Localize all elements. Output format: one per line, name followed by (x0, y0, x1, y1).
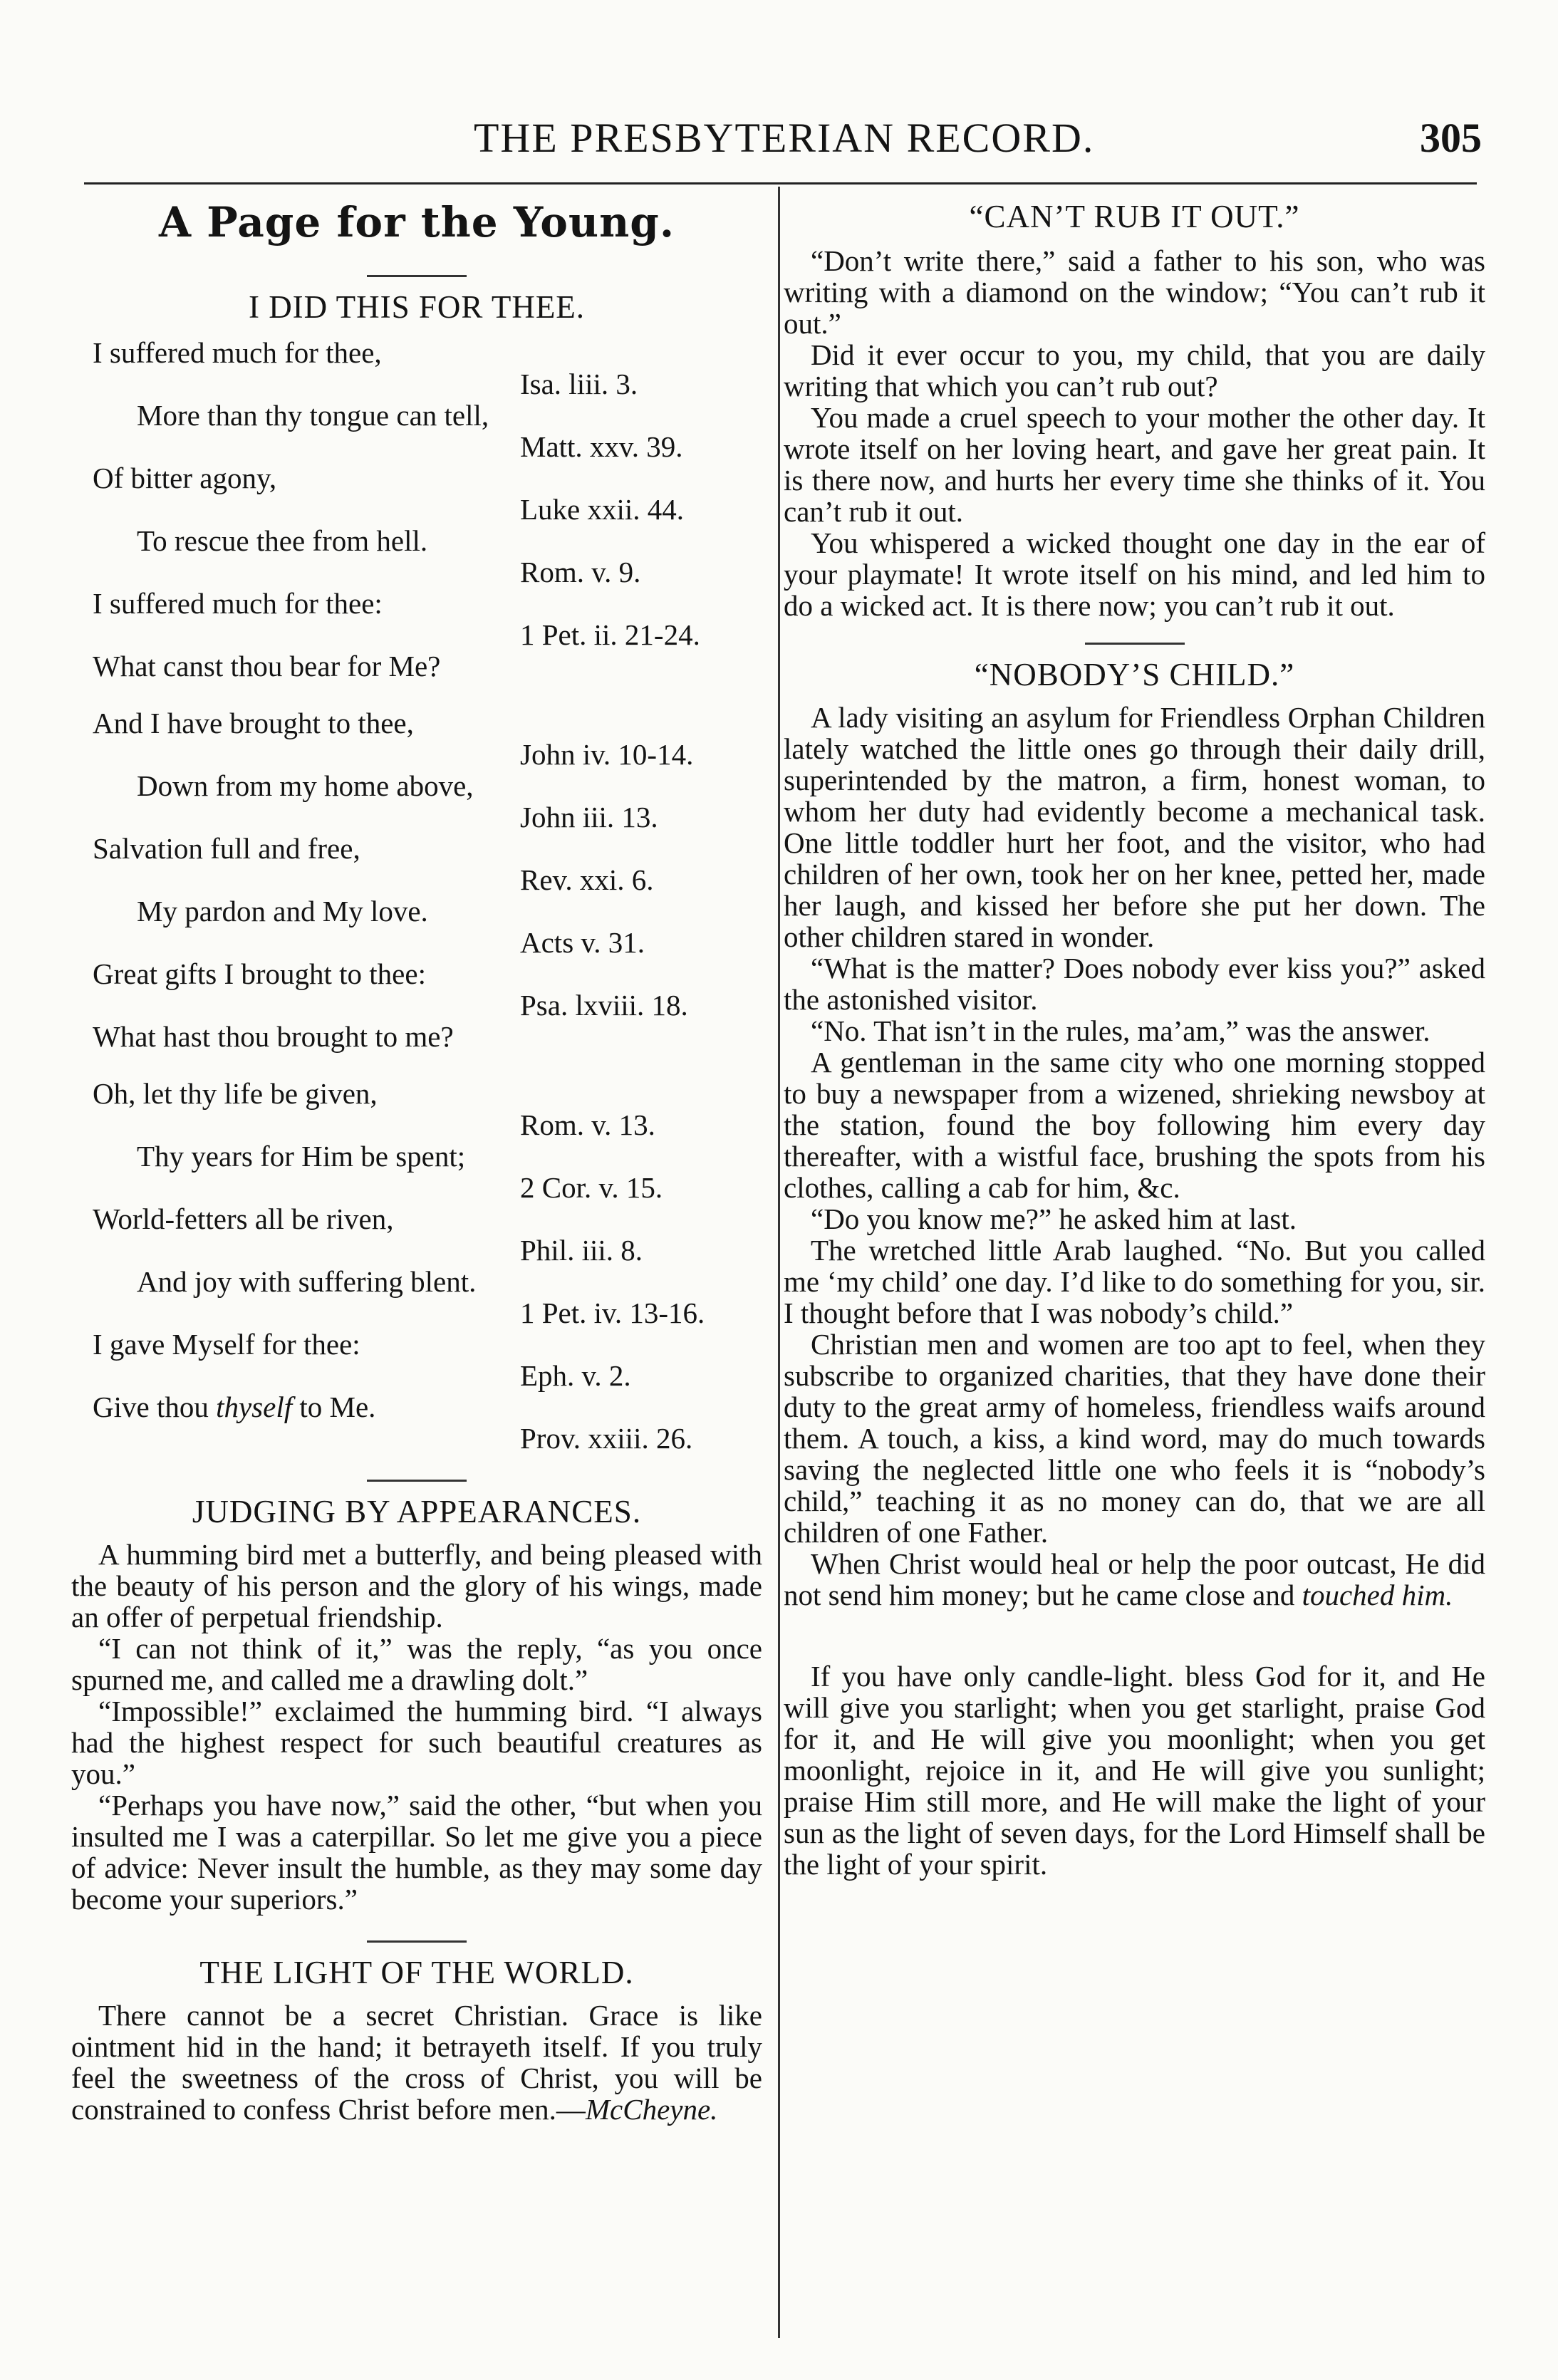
cant-rub-title: “CAN’T RUB IT OUT.” (969, 199, 1300, 234)
paragraph (71, 2000, 762, 2125)
scripture-reference: 1 Pet. iv. 13-16. (520, 1296, 705, 1329)
paragraph: “What is the matter? Does nobody ever kiss you?” asked the astonished visitor. (784, 952, 1485, 1016)
poem-line: Of bitter agony, (93, 462, 277, 494)
stanza-gap (71, 1052, 762, 1078)
scripture-reference: Phil. iii. 8. (520, 1234, 643, 1267)
paragraph: “Impossible!” exclaimed the humming bird. “I always had the highest respect for such beautiful creatures as you.” (71, 1695, 762, 1790)
poem-line: I gave Myself for thee: (93, 1328, 360, 1361)
scripture-reference: Prov. xxiii. 26. (520, 1422, 693, 1455)
paragraph: A lady visiting an asylum for Friendless Orphan Children lately watched the little ones go through their daily drill, superintended by the matron, a firm, honest woman, to whom her duty had evidently become a mechanical task. One little toddler hurt her foot, and the visitor, who had children of her own, took her on her knee, petted her, made her laugh, and kissed her before she put her down. The other children stared in wonder. (784, 701, 1485, 953)
left-column (71, 198, 762, 2125)
poem-line: And I have brought to thee, (93, 707, 414, 739)
touched-him: touched him. (1302, 1579, 1453, 1611)
short-rule (1085, 643, 1185, 645)
header-rule (84, 182, 1477, 185)
judging-title: JUDGING BY APPEARANCES. (192, 1494, 642, 1529)
poem-line: What canst thou bear for Me? (93, 650, 441, 682)
section-title: A Page for the Young. (158, 198, 675, 246)
author: McCheyne. (585, 2093, 718, 2126)
scripture-reference: Eph. v. 2. (520, 1359, 631, 1392)
scripture-reference: Rev. xxi. 6. (520, 863, 654, 896)
scripture-reference: John iii. 13. (520, 801, 658, 833)
scripture-reference: Luke xxii. 44. (520, 493, 685, 526)
nobody-title: “NOBODY’S CHILD.” (974, 657, 1295, 692)
paragraph: A gentleman in the same city who one morning stopped to buy a newspaper from a wizened, shrieking newsboy at the station, found the boy following him every day thereafter, with a wistful face, brushing the spots from his clothes, calling a cab for him, &c. (784, 1046, 1485, 1204)
stanza-gap (71, 682, 762, 707)
poem-line: Great gifts I brought to thee: (93, 957, 426, 990)
poem (71, 337, 762, 1454)
poem-line: Salvation full and free, (93, 832, 360, 865)
candle-paragraph: If you have only candle-light. bless God for it, and He will give you starlight; when you get starlight, praise God for it, and He will give you moonlight; when you get moonlight, rejoice in it, and He will give you sunlight; praise Him still more, and He will make the light of your sun as the light of seven days, for the Lord Himself shall be the light of your spirit. (784, 1660, 1485, 1881)
paragraph: Christian men and women are too apt to feel, when they subscribe to organized charities, that they have done their duty to the great army of homeless, friendless waifs around them. A touch, a kiss, a kind word, may do much towards saving the neglected little one who feels it is “nobody’s child,” teaching it as no money can do, that we are all children of one Father. (784, 1328, 1485, 1549)
paragraph: “No. That isn’t in the rules, ma’am,” was the answer. (811, 1014, 1430, 1047)
poem-line: Down from my home above, (137, 769, 474, 802)
last-text: When Christ would heal or help the poor outcast, He did not send him money; but he came close and (784, 1547, 1485, 1611)
poem-line: More than thy tongue can tell, (137, 399, 489, 432)
poem-line: My pardon and My love. (137, 895, 428, 927)
paragraph: You whispered a wicked thought one day in the ear of your playmate! It wrote itself on his mind, and led him to do a wicked act. It is there now; you can’t rub it out. (784, 526, 1485, 622)
poem-line: World-fetters all be riven, (93, 1202, 394, 1235)
short-rule (367, 1480, 467, 1482)
paragraph: “Perhaps you have now,” said the other, “but when you insulted me I was a caterpillar. So let me give you a piece of advice: Never insult the humble, as they may some day become your superiors.” (71, 1789, 762, 1916)
journal-title: THE PRESBYTERIAN RECORD. (474, 115, 1095, 161)
poem-line: Oh, let thy life be given, (93, 1077, 378, 1110)
paragraph: The wretched little Arab laughed. “No. But you called me ‘my child’ one day. I’d like to do something for you, sir. I thought before that I was nobody’s child.” (784, 1234, 1485, 1329)
paragraph: “I can not think of it,” was the reply, “as you once spurned me, and called me a drawling dolt.” (71, 1632, 762, 1696)
poem-title: I DID THIS FOR THEE. (248, 289, 586, 325)
scripture-reference: Rom. v. 9. (520, 556, 641, 588)
scripture-reference: Rom. v. 13. (520, 1108, 655, 1141)
paragraph: You made a cruel speech to your mother the other day. It wrote itself on her loving heart, and gave her great pain. It is there now, and hurts her every time she thinks of it. You can’t rub it out. (784, 401, 1485, 528)
poem-line: Give thou thyself to Me. (93, 1391, 376, 1423)
poem-line: Thy years for Him be spent; (137, 1140, 466, 1173)
paragraph: “Do you know me?” he asked him at last. (811, 1202, 1297, 1235)
poem-line: What hast thou brought to me? (93, 1020, 454, 1053)
poem-line: I suffered much for thee, (93, 336, 382, 369)
paragraph: “Don’t write there,” said a father to his son, who was writing with a diamond on the window; “You can’t rub it out.” (784, 244, 1485, 340)
paragraph (784, 1548, 1485, 1611)
running-header (71, 114, 1482, 164)
light-text: There cannot be a secret Christian. Grace is like ointment hid in the hand; it betrayeth itself. If you truly feel the sweetness of the cross of Christ, you will be constrained to confess Christ before men.— (71, 1999, 762, 2126)
poem-line: I suffered much for thee: (93, 587, 383, 620)
paragraph: A humming bird met a butterfly, and being pleased with the beauty of his person and the glory of his wings, made an offer of perpetual friendship. (71, 1538, 762, 1633)
scripture-reference: John iv. 10-14. (520, 738, 694, 771)
page-number: 305 (1420, 115, 1482, 161)
right-column (784, 198, 1485, 1880)
scripture-reference: Psa. lxviii. 18. (520, 989, 688, 1022)
light-title: THE LIGHT OF THE WORLD. (199, 1955, 634, 1990)
scripture-reference: Matt. xxv. 39. (520, 430, 683, 463)
scripture-reference: Isa. liii. 3. (520, 368, 638, 400)
scripture-reference: Acts v. 31. (520, 926, 645, 959)
paragraph: Did it ever occur to you, my child, that you are daily writing that which you can’t rub out? (784, 338, 1485, 402)
poem-line: To rescue thee from hell. (137, 524, 428, 557)
scripture-reference: 2 Cor. v. 15. (520, 1171, 663, 1204)
poem-line: And joy with suffering blent. (137, 1265, 477, 1298)
column-divider (778, 187, 780, 2338)
scripture-reference: 1 Pet. ii. 21-24. (520, 618, 700, 651)
short-rule (367, 275, 467, 277)
short-rule (367, 1940, 467, 1943)
